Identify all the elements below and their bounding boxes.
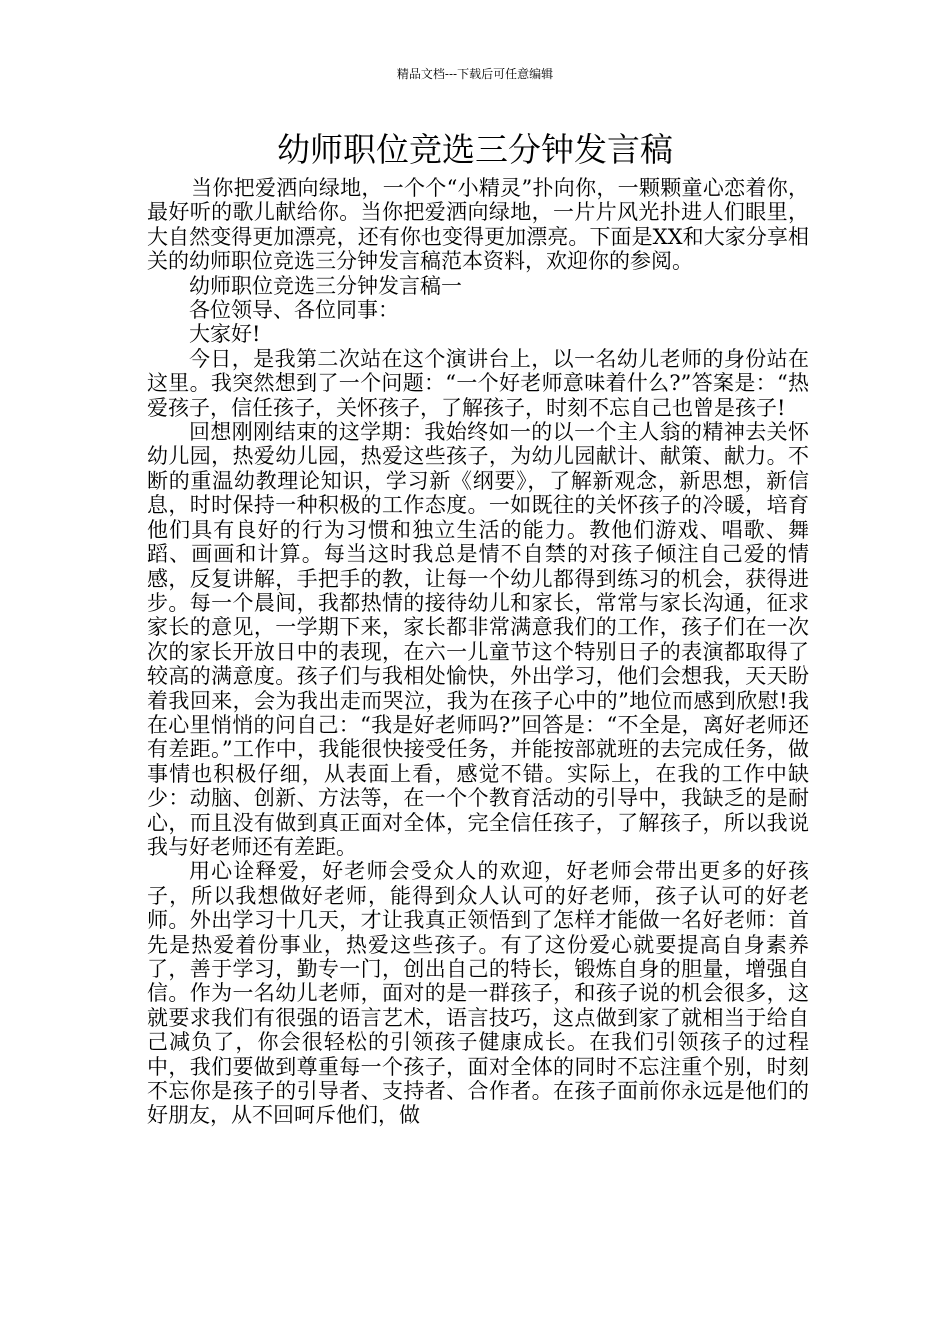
paragraph-intro: 当你把爱洒向绿地，一个个“小精灵”扑向你，一颗颗童心恋着你，最好听的歌儿献给你。当你把爱洒向绿地，一片片风光扑进人们眼里，大自然变得更加漂亮，还有你也变得更加漂亮。下面是XX和大家分享相关的幼师职位竞选三分钟发言稿范本资料，欢迎你的参阅。 (147, 176, 809, 274)
paragraph-reflection: 用心诠释爱，好老师会受众人的欢迎，好老师会带出更多的好孩子，所以我想做好老师，能得到众人认可的好老师，孩子认可的好老师。外出学习十几天，才让我真正领悟到了怎样才能做一名好老师：首先是热爱着份事业，热爱这些孩子。有了这份爱心就要提高自身素养了，善于学习，勤专一门，创出自己的特长，锻炼自身的胆量，增强自信。作为一名幼儿老师，面对的是一群孩子，和孩子说的机会很多，这就要求我们有很强的语言艺术，语言技巧，这点做到家了就相当于给自己减负了，你会很轻松的引领孩子健康成长。在我们引领孩子的过程中，我们要做到尊重每一个孩子，面对全体的同时不忘注重个别，时刻不忘你是孩子的引导者、支持者、合作者。在孩子面前你永远是他们的好朋友，从不回呵斥他们，做 (147, 859, 809, 1128)
header-note: 精品文档---下载后可任意编辑 (396, 67, 554, 81)
document-title: 幼师职位竞选三分钟发言稿 (277, 130, 673, 169)
paragraph-opening: 今日，是我第二次站在这个演讲台上，以一名幼儿老师的身份站在这里。我突然想到了一个问题：“一个好老师意味着什么?”答案是：“热爱孩子，信任孩子，关怀孩子，了解孩子，时刻不忘自己也曾是孩子! (147, 346, 809, 420)
paragraph-subtitle: 幼师职位竞选三分钟发言稿一 (189, 273, 462, 298)
paragraph-salutation: 各位领导、各位同事： (189, 298, 399, 323)
paragraph-greeting: 大家好! (189, 322, 261, 347)
document-body (147, 176, 809, 1128)
paragraph-review: 回想刚刚结束的这学期：我始终如一的以一个主人翁的精神去关怀幼儿园，热爱幼儿园，热爱这些孩子，为幼儿园献计、献策、献力。不断的重温幼教理论知识，学习新《纲要》，了解新观念，新思想，新信息，时时保持一种积极的工作态度。一如既往的关怀孩子的冷暖，培育他们具有良好的行为习惯和独立生活的能力。教他们游戏、唱歌、舞蹈、画画和计算。每当这时我总是情不自禁的对孩子倾注自己爱的情感，反复讲解，手把手的教，让每一个幼儿都得到练习的机会，获得进步。每一个晨间，我都热情的接待幼儿和家长，常常与家长沟通，征求家长的意见，一学期下来，家长都非常满意我们的工作，孩子们在一次次的家长开放日中的表现，在六一儿童节这个特别日子的表演都取得了较高的满意度。孩子们与我相处愉快，外出学习，他们会想我，天天盼着我回来，会为我出走而哭泣，我为在孩子心中的”地位而感到欣慰!我在心里悄悄的问自己：“我是好老师吗?”回答是：“不全是，离好老师还有差距。”工作中，我能很快接受任务，并能按部就班的去完成任务，做事情也积极仔细，从表面上看，感觉不错。实际上，在我的工作中缺少：动脑、创新、方法等，在一个个教育活动的引导中，我缺乏的是耐心，而且没有做到真正面对全体，完全信任孩子，了解孩子，所以我说我与好老师还有差距。 (147, 420, 809, 859)
